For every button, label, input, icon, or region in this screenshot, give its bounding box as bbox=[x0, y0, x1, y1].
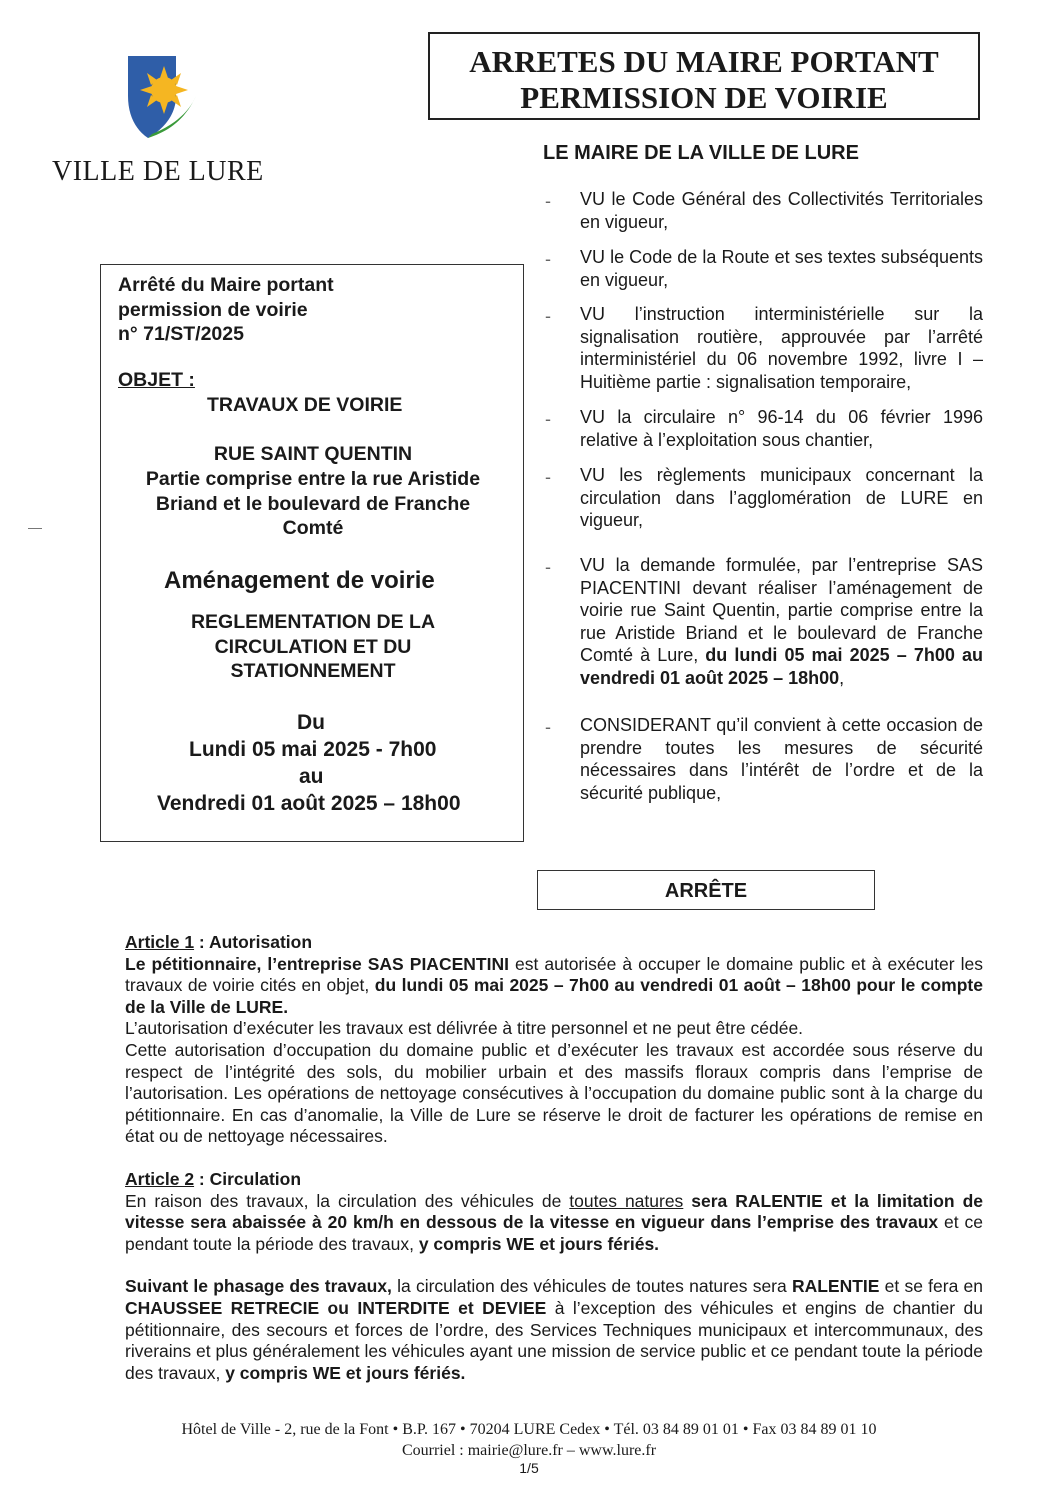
article-1-p1-bold2: du lundi 05 mai 2025 – 7h00 au vendredi 01 août – 18h00 pour le compte de la Ville de LURE. bbox=[125, 975, 983, 1017]
consideration-text bbox=[580, 554, 983, 689]
footer-address: Hôtel de Ville - 2, rue de la Font • B.P. 167 • 70204 LURE Cedex • Tél. 03 84 89 01 01 • Fax 03 84 89 01 10 bbox=[181, 1421, 877, 1438]
street-name: RUE SAINT QUENTIN bbox=[213, 443, 413, 465]
list-dash: - bbox=[545, 191, 551, 211]
consideration-item bbox=[545, 554, 983, 690]
title-line-1: ARRETES DU MAIRE PORTANT bbox=[469, 44, 939, 79]
article-2-p1-bold2: y compris WE et jours fériés. bbox=[418, 1233, 660, 1254]
consideration-item bbox=[545, 464, 983, 534]
article-1-title: : Autorisation bbox=[194, 932, 313, 952]
date-to-label: au bbox=[299, 765, 324, 788]
objet-label: OBJET : bbox=[118, 369, 195, 391]
start-date: Lundi 05 mai 2025 - 7h00 bbox=[189, 738, 437, 761]
objet-value: TRAVAUX DE VOIRIE bbox=[207, 394, 403, 416]
consideration-text: VU l’instruction interministérielle sur la signalisation routière, approuvée par l’arrêté interministériel du 06 novembre 1992, livre I – Huitième partie : signalisation temporaire, bbox=[580, 304, 983, 392]
article-1 bbox=[125, 932, 983, 1148]
consideration-dates: du lundi 05 mai 2025 – 7h00 au vendredi 01 août 2025 – 18h00 bbox=[580, 645, 983, 688]
project-title: Aménagement de voirie bbox=[164, 567, 435, 594]
article-1-p1-text1: est autorisée à occuper le domaine public et à exécuter les travaux de voirie cités en objet, bbox=[125, 953, 983, 996]
list-dash: - bbox=[545, 306, 551, 326]
article-1-heading bbox=[125, 932, 983, 954]
article-2-p1-bold1: sera RALENTIE et la limitation de vitesse sera abaissée à 20 km/h en dessous de la vitesse en vigueur dans l’emprise des travaux bbox=[125, 1190, 983, 1233]
list-dash: - bbox=[545, 717, 551, 737]
arrete-heading: ARRÊTE bbox=[537, 870, 875, 910]
article-2-title: : Circulation bbox=[194, 1169, 302, 1189]
article-2-p1-underline: toutes natures bbox=[569, 1190, 684, 1211]
list-dash: - bbox=[545, 409, 551, 429]
section-line3: Comté bbox=[282, 517, 344, 539]
article-2-p2-bold2: RALENTIE bbox=[791, 1276, 880, 1297]
consideration-item bbox=[545, 188, 983, 236]
article-2-heading bbox=[125, 1169, 983, 1191]
article-2-p1-text1: En raison des travaux, la circulation des véhicules de bbox=[125, 1190, 570, 1211]
article-2-p2-text1: la circulation des véhicules de toutes natures sera bbox=[391, 1276, 792, 1297]
article-1-paragraph-3: Cette autorisation d’occupation du domaine public et d’exécuter les travaux est accordée sous réserve du respect de l’intégrité des sols, du mobilier urbain et des massifs floraux compris dans l’emprise de l’autorisation. Les opérations de nettoyage consécutives à l’occupation du domaine public sont à la charge du pétitionnaire. En cas d’anomalie, la Ville de Lure se réserve le droit de facturer les opérations de remise en état ou de nettoyage nécessaires. bbox=[125, 1039, 983, 1147]
article-2-p2-text2: et se fera en bbox=[879, 1276, 983, 1297]
consideration-tail: , bbox=[839, 667, 845, 688]
article-2-paragraph-1 bbox=[125, 1191, 983, 1256]
list-dash: - bbox=[545, 249, 551, 269]
article-2-p2-bold1: Suivant le phasage des travaux, bbox=[125, 1276, 392, 1297]
decree-summary-box bbox=[100, 264, 524, 842]
consideration-item bbox=[545, 714, 983, 806]
article-2-label: Article 2 bbox=[125, 1169, 195, 1189]
consideration-text: CONSIDERANT qu’il convient à cette occasion de prendre toutes les mesures de sécurité nécessaires dans l’intérêt de l’ordre et de la sécurité publique, bbox=[580, 715, 983, 803]
date-from-label: Du bbox=[297, 711, 325, 734]
consideration-text: VU la circulaire n° 96-14 du 06 février 1996 relative à l’exploitation sous chantier, bbox=[580, 407, 983, 450]
margin-dash bbox=[28, 528, 42, 529]
footer-contact: Courriel : mairie@lure.fr – www.lure.fr bbox=[401, 1442, 657, 1459]
article-1-p1-bold1: Le pétitionnaire, l’entreprise SAS PIACENTINI bbox=[125, 953, 509, 974]
regulation-line1: REGLEMENTATION DE LA bbox=[190, 611, 436, 633]
consideration-text: VU le Code de la Route et ses textes subséquents en vigueur, bbox=[580, 247, 983, 290]
article-2-p1-text2: et ce pendant toute la période des travaux, bbox=[125, 1212, 983, 1254]
page-number: 1/5 bbox=[519, 1460, 539, 1476]
article-1-paragraph-2: L’autorisation d’exécuter les travaux est délivrée à titre personnel et ne peut être cédée. bbox=[125, 1018, 804, 1039]
consideration-item bbox=[545, 303, 983, 397]
city-logo-icon bbox=[118, 52, 210, 144]
consideration-text: VU le Code Général des Collectivités Territoriales en vigueur, bbox=[580, 189, 983, 232]
mayor-heading: LE MAIRE DE LA VILLE DE LURE bbox=[543, 142, 859, 164]
article-2-p2-bold4: y compris WE et jours fériés. bbox=[225, 1362, 466, 1383]
list-dash: - bbox=[545, 557, 551, 577]
consideration-text: VU les règlements municipaux concernant la circulation dans l’agglomération de LURE en vigueur, bbox=[580, 465, 983, 530]
decree-number: n° 71/ST/2025 bbox=[118, 323, 244, 345]
regulation-line3: STATIONNEMENT bbox=[230, 660, 396, 682]
article-2-p2-bold3: CHAUSSEE RETRECIE ou INTERDITE et DEVIEE bbox=[125, 1297, 547, 1318]
consideration-item bbox=[545, 406, 983, 454]
section-line1: Partie comprise entre la rue Aristide bbox=[145, 468, 481, 490]
city-name: VILLE DE LURE bbox=[52, 156, 264, 187]
article-2-paragraph-2 bbox=[125, 1276, 983, 1384]
article-1-label: Article 1 bbox=[125, 932, 195, 952]
article-1-paragraph-1 bbox=[125, 954, 983, 1019]
end-date: Vendredi 01 août 2025 – 18h00 bbox=[157, 792, 461, 815]
regulation-line2: CIRCULATION ET DU bbox=[214, 636, 412, 658]
list-dash: - bbox=[545, 467, 551, 487]
document-title bbox=[428, 32, 980, 120]
consideration-item bbox=[545, 246, 983, 294]
article-2 bbox=[125, 1169, 983, 1384]
title-line-2: PERMISSION DE VOIRIE bbox=[520, 80, 888, 115]
decree-type-line2: permission de voirie bbox=[118, 299, 308, 321]
article-2-p2-text3: à l’exception des véhicules et engins de chantier du pétitionnaire, des secours et forces de l’ordre, des Services Techniques municipaux et intercommunaux, des riverains et plus généralement les véhicules ayant une mission de service public et ce pendant toute la période des travaux, bbox=[125, 1297, 983, 1383]
decree-type-line1: Arrêté du Maire portant bbox=[118, 274, 334, 296]
section-line2: Briand et le boulevard de Franche bbox=[155, 493, 471, 515]
consideration-text-main: VU la demande formulée, par l’entreprise SAS PIACENTINI devant réaliser l’aménagement de voirie rue Saint Quentin, partie comprise entre la rue Aristide Briand et le boulevard de Franche Comté à Lure, bbox=[580, 555, 983, 665]
